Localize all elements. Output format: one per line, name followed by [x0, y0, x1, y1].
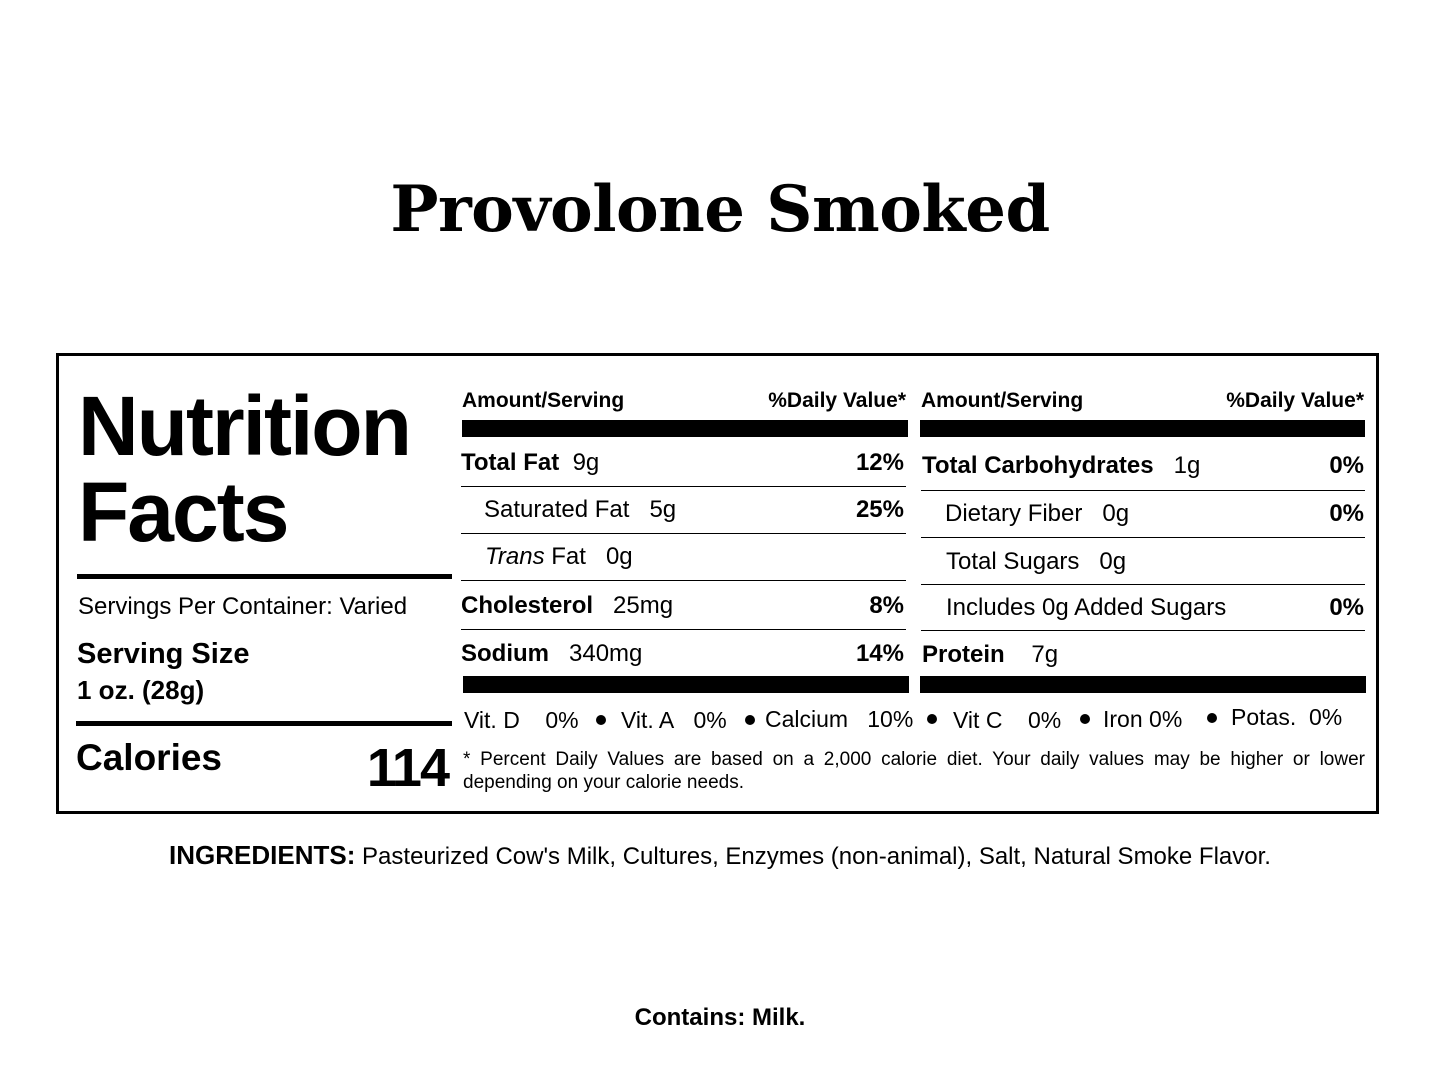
- nutrient-amount: 7g: [1031, 641, 1059, 668]
- sodium-row: [461, 639, 642, 669]
- sodium-dv: 14%: [855, 640, 904, 667]
- amount-serving-header-right: Amount/Serving: [921, 389, 1084, 412]
- vitamin-name: Iron: [1103, 706, 1143, 732]
- bullet-separator: [745, 715, 755, 725]
- saturated-fat-row: [484, 495, 676, 525]
- heading-line-2: Facts: [78, 465, 288, 559]
- vitamin-value: 0%: [1149, 706, 1183, 732]
- dietary-fiber-dv: 0%: [1329, 500, 1364, 527]
- calories-value: 114: [366, 738, 448, 798]
- calcium: [765, 704, 913, 734]
- nutrient-name: Total Carbohydrates: [922, 452, 1154, 479]
- nutrient-name: Includes 0g Added Sugars: [946, 594, 1227, 621]
- cholesterol-row: [461, 591, 673, 621]
- serving-size-value: 1 oz. (28g): [77, 675, 205, 705]
- serving-rule: [76, 721, 452, 726]
- added-sugars-dv: 0%: [1329, 594, 1364, 621]
- vitamin-value: 0%: [1309, 704, 1343, 730]
- row-divider: [921, 584, 1365, 585]
- dietary-fiber-row: [945, 499, 1129, 529]
- nutrient-name: Sodium: [461, 640, 549, 667]
- potassium: [1231, 702, 1342, 732]
- row-divider: [461, 580, 906, 581]
- daily-value-header-right: %Daily Value*: [1226, 389, 1364, 412]
- amount-serving-header-left: Amount/Serving: [462, 389, 625, 412]
- product-title: Provolone Smoked: [390, 172, 1050, 247]
- nutrient-amount: 9g: [572, 449, 600, 476]
- row-divider: [461, 486, 906, 487]
- header-bar-left: [462, 420, 908, 437]
- nutrient-name: Cholesterol: [461, 592, 594, 619]
- vitamin-name: Vit. D: [464, 707, 520, 733]
- row-divider: [461, 629, 906, 630]
- bullet-separator: [596, 715, 606, 725]
- vitamin-name: Vit C: [953, 707, 1003, 733]
- serving-size-label: Serving Size: [77, 638, 250, 670]
- footer-bar-left: [463, 676, 909, 693]
- vitamin-value: 10%: [867, 706, 914, 732]
- ingredients-text: Pasteurized Cow's Milk, Cultures, Enzymes (non-animal), Salt, Natural Smoke Flavor.: [362, 843, 1271, 870]
- cholesterol-dv: 8%: [869, 592, 904, 619]
- total-fat-row: [461, 448, 599, 478]
- row-divider: [921, 490, 1365, 491]
- vitamin-value: 0%: [545, 707, 579, 733]
- vitamin-d: [464, 705, 579, 735]
- vitamin-name: Calcium: [765, 706, 849, 732]
- row-divider: [921, 537, 1365, 538]
- daily-value-header-left: %Daily Value*: [768, 389, 906, 412]
- nutrient-amount: 340mg: [569, 640, 643, 667]
- iron: [1103, 704, 1182, 734]
- heading-rule: [77, 574, 452, 579]
- nutrient-name: Total Fat: [461, 449, 560, 476]
- vitamin-name: Vit. A: [621, 707, 675, 733]
- ingredients-label: INGREDIENTS:: [169, 840, 356, 870]
- nutrient-name: Saturated Fat: [484, 496, 630, 523]
- saturated-fat-dv: 25%: [855, 496, 904, 523]
- nutrient-amount: 0g: [605, 543, 633, 570]
- servings-per-container: Servings Per Container: Varied: [78, 593, 408, 620]
- bullet-separator: [1080, 714, 1090, 724]
- nutrient-name: Fat: [551, 543, 586, 570]
- vitamin-c: [953, 705, 1061, 735]
- nutrient-name: Dietary Fiber: [945, 500, 1083, 527]
- added-sugars-row: [946, 593, 1226, 623]
- total-carbohydrates-dv: 0%: [1329, 452, 1364, 479]
- calories-label: Calories: [76, 737, 223, 778]
- nutrient-amount: 25mg: [613, 592, 674, 619]
- bullet-separator: [1207, 713, 1217, 723]
- total-sugars-row: [946, 547, 1126, 577]
- nutrient-amount: 5g: [649, 496, 677, 523]
- allergen-statement: Contains: Milk.: [634, 1004, 806, 1031]
- ingredients-line: [0, 840, 1440, 872]
- daily-value-footnote: * Percent Daily Values are based on a 2,000 calorie diet. Your daily values may be higher or lower depending on your calorie needs.: [463, 749, 1365, 793]
- nutrient-amount: 0g: [1099, 548, 1127, 575]
- vitamin-name: Potas.: [1231, 704, 1297, 730]
- footer-bar-right: [920, 676, 1366, 693]
- nutrient-name: Protein: [922, 641, 1005, 668]
- total-fat-dv: 12%: [855, 449, 904, 476]
- row-divider: [461, 533, 906, 534]
- vitamin-value: 0%: [1028, 707, 1062, 733]
- header-bar-right: [920, 420, 1365, 437]
- vitamin-value: 0%: [693, 707, 727, 733]
- nutrient-amount: 0g: [1102, 500, 1130, 527]
- trans-fat-row: [485, 542, 633, 572]
- heading-line-1: Nutrition: [78, 379, 410, 473]
- vitamin-a: [621, 705, 727, 735]
- nutrient-amount: 1g: [1173, 452, 1201, 479]
- total-carbohydrates-row: [922, 451, 1200, 481]
- nutrient-name: Total Sugars: [946, 548, 1080, 575]
- protein-row: [922, 640, 1058, 670]
- nutrient-name-italic: Trans: [485, 543, 545, 570]
- bullet-separator: [927, 714, 937, 724]
- row-divider: [921, 630, 1365, 631]
- nutrition-facts-heading: [78, 379, 410, 559]
